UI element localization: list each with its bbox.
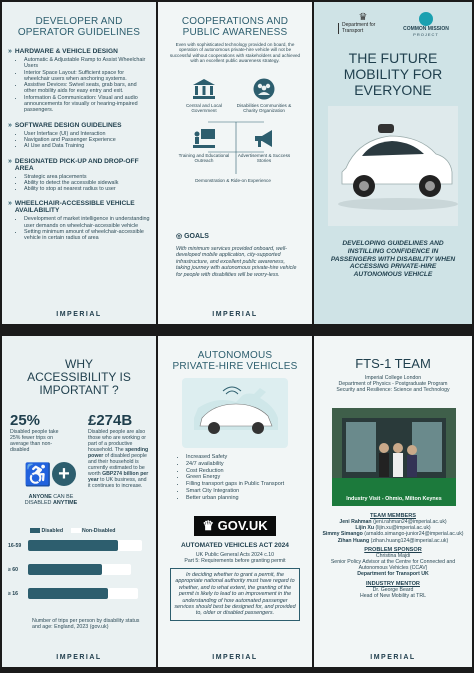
common-mission-logo bbox=[396, 12, 456, 37]
chart-category-label: 16-59 bbox=[8, 543, 22, 549]
legend-disabled: Disabled bbox=[41, 528, 64, 534]
bar-disabled bbox=[28, 564, 102, 575]
benefit-item: • Cost Reduction bbox=[186, 468, 284, 475]
guideline-heading bbox=[8, 158, 150, 172]
accessibility-icons bbox=[24, 462, 78, 490]
guideline-section bbox=[8, 122, 150, 150]
chevron-icon: » bbox=[8, 121, 12, 129]
member-email: (arnaldo.simango-junior24@imperial.ac.uk) bbox=[364, 531, 464, 538]
legend-swatch-non-disabled bbox=[71, 528, 81, 533]
guideline-item: • Navigation and Passenger Experience bbox=[24, 137, 150, 143]
government-building-icon bbox=[192, 78, 216, 100]
guideline-item: • Interior Space Layout: Sufficient space for wheelchair users when anchoring systems. bbox=[24, 70, 150, 83]
affiliation-line3: Security and Resilience: Science and Technology bbox=[336, 387, 450, 394]
goals-heading: GOALS bbox=[184, 233, 209, 240]
guideline-heading-text: DESIGNATED PICK-UP AND DROP-OFF AREA bbox=[14, 157, 139, 172]
legend-non-disabled: Non-Disabled bbox=[81, 528, 116, 534]
why-title-line1: WHY bbox=[65, 357, 93, 371]
benefit-item: • 24/7 availability bbox=[186, 461, 284, 468]
panel5-title-line2: PRIVATE-HIRE VEHICLES bbox=[172, 361, 298, 372]
cover-title-line3: EVERYONE bbox=[354, 82, 432, 98]
member-name: Simmy Simango bbox=[322, 531, 363, 538]
globe-icon bbox=[419, 12, 433, 26]
stat-spending-text: Disabled people are also those who are working or part of a productive household. The spending power of disabled people and their household is currently estimated to be worth GBP274 billion per year to UK business, and it continues to increase. bbox=[88, 429, 149, 489]
chart-legend bbox=[30, 528, 115, 534]
affiliation-line1: Imperial College London bbox=[364, 375, 422, 381]
imperial-footer: IMPERIAL bbox=[56, 654, 102, 661]
guideline-item: • Strategic area placements bbox=[24, 174, 150, 180]
imperial-footer: IMPERIAL bbox=[212, 311, 258, 318]
panel-cover bbox=[314, 2, 472, 324]
panel2-title bbox=[158, 16, 312, 38]
guideline-item: • Ability to detect the accessible sidewalk bbox=[24, 180, 150, 186]
guideline-heading-text: SOFTWARE DESIGN GUIDELINES bbox=[14, 121, 122, 129]
autonomous-car-image bbox=[328, 106, 458, 226]
benefit-item: • Green Energy bbox=[186, 474, 284, 481]
team-photo bbox=[332, 408, 456, 506]
guideline-heading bbox=[8, 122, 150, 129]
photo-caption: Industry Visit - Ohmio, Milton Keynes bbox=[346, 496, 442, 502]
cover-title bbox=[314, 50, 472, 98]
affiliation bbox=[314, 375, 472, 394]
why-title-line3: IMPORTANT ? bbox=[39, 383, 119, 397]
guideline-sections bbox=[2, 48, 156, 242]
panel5-title bbox=[158, 350, 312, 372]
act-quote: In deciding whether to grant a permit, the appropriate national authority must have regard to whether, and to what extent, the granting of the permit is likely to lead to an improvement in the understanding of how automated passenger services should best be designed for, and provided to, older or disabled passengers. bbox=[170, 568, 300, 621]
panel-cooperations bbox=[158, 2, 312, 324]
guideline-item: • Automatic & Adjustable Ramp to Assist Wheelchair Users bbox=[24, 57, 150, 70]
chart-category-label: ≥ 60 bbox=[8, 567, 19, 573]
chevron-icon: » bbox=[8, 157, 12, 165]
medical-cross-icon: + bbox=[52, 462, 76, 486]
member-name: Jeni Rahman bbox=[339, 519, 372, 525]
car-illustration bbox=[182, 378, 288, 448]
stat-trips-text: Disabled people take 25% fewer trips on average than non-disabled bbox=[10, 429, 59, 453]
panel-team bbox=[314, 336, 472, 667]
cover-subtitle: DEVELOPING GUIDELINES AND INSTILLING CONFIDENCE IN PASSENGERS WITH DISABILITY WHEN ACCESSING PRIVATE-HIRE AUTONOMOUS VEHICLE bbox=[330, 240, 456, 279]
goals-text: With minimum services provided onboard, well-developed mobile application, city-supported infrastructure, and excellent public awareness, taking journey with autonomous private-hire vehicle for people with disabilities will be worry-less. bbox=[176, 246, 297, 278]
benefit-item: • Better urban planning bbox=[186, 495, 284, 502]
member-email: (jeni.rahman24@imperial.ac.uk) bbox=[373, 519, 447, 525]
panel-autonomous-vehicles bbox=[158, 336, 312, 667]
anyone-disabled: ANYONE CAN BE DISABLED ANYTIME bbox=[24, 494, 78, 506]
connector-lines bbox=[186, 100, 286, 176]
icon-label-advertisement: Advertisement & Success Stories bbox=[237, 153, 291, 164]
panel1-title-line2: OPERATOR GUIDELINES bbox=[17, 27, 141, 38]
why-title bbox=[2, 358, 156, 397]
panel1-title bbox=[2, 16, 156, 38]
sponsor-name: Christina Majdi bbox=[375, 552, 411, 559]
guideline-section bbox=[8, 158, 150, 193]
guideline-section bbox=[8, 48, 150, 114]
why-title-line2: ACCESSIBILITY IS bbox=[27, 370, 131, 384]
benefits-list bbox=[176, 454, 284, 502]
trips-bar-chart bbox=[8, 536, 148, 614]
mentor-heading: INDUSTRY MENTOR bbox=[366, 580, 420, 587]
guideline-item: • Information & Communication: Visual and audio announcements for visually or hearing-impaired passengers. bbox=[24, 95, 150, 114]
chart-category-label: ≥ 16 bbox=[8, 591, 19, 597]
mentor-role: Head of New Mobility at TRL bbox=[360, 592, 426, 599]
cover-title-line1: THE FUTURE bbox=[348, 50, 438, 66]
guideline-section bbox=[8, 200, 150, 241]
goals-heading-row bbox=[176, 232, 209, 240]
common-mission-sub: PROJECT bbox=[413, 32, 439, 37]
imperial-footer: IMPERIAL bbox=[370, 654, 416, 661]
icon-label-government: Central and Local Government bbox=[185, 103, 222, 114]
benefit-item: • Filling transport gaps in Public Transport bbox=[186, 481, 284, 488]
legend-swatch-disabled bbox=[30, 528, 40, 533]
guideline-heading-text: HARDWARE & VEHICLE DESIGN bbox=[14, 48, 118, 55]
cooperation-intro: Even with sophisticated technology provided on board, the operation of autonomous private-hire vehicle will not be successful without cooperations with stakeholders and achieved with an excellent public awareness strategy. bbox=[169, 42, 301, 63]
guideline-item: • AI Use and Data Training bbox=[24, 143, 150, 149]
member-email: (zihan.huang124@imperial.ac.uk) bbox=[370, 537, 449, 544]
panel-developer-guidelines bbox=[2, 2, 156, 324]
bar-disabled bbox=[28, 540, 118, 551]
guideline-item: • Setting minimum amount of wheelchair-accessible vehicle in certain radius of area bbox=[24, 229, 150, 242]
icon-label-demonstration: Demonstration & Ride-on Experience bbox=[195, 178, 271, 183]
guideline-heading bbox=[8, 48, 150, 55]
guideline-item: • Development of market intelligence in understanding user demands on wheelchair-accessible vehicle bbox=[24, 216, 150, 229]
affiliation-line2: Department of Physics - Postgraduate Program bbox=[338, 381, 448, 388]
common-mission-text: COMMON MISSION bbox=[403, 26, 449, 32]
team-member bbox=[318, 538, 468, 544]
icon-label-training: Training and Educational Outreach bbox=[178, 153, 230, 164]
sponsor-role: Senior Policy Advisor at the Centre for Connected and Autonomous Vehicles (CCAV) bbox=[330, 559, 456, 572]
guideline-item: • Assistive Devices: Swivel seats, grab bars, and other mobility aids for easy entry and exit. bbox=[24, 82, 150, 95]
guideline-item: • Ability to stop at nearest radius to user bbox=[24, 186, 150, 192]
team-credits bbox=[318, 510, 468, 599]
chart-caption: Number of trips per person by disability status and age: England, 2023 (gov.uk) bbox=[32, 618, 140, 630]
sponsor-org: Department for Transport UK bbox=[357, 571, 429, 578]
sponsor-heading: PROBLEM SPONSOR bbox=[364, 546, 422, 553]
benefit-item: • Smart City Integration bbox=[186, 488, 284, 495]
crest-icon: ♛ bbox=[358, 12, 368, 23]
panel5-title-line1: AUTONOMOUS bbox=[197, 350, 273, 361]
member-email: (lijin.xu@imperial.ac.uk) bbox=[375, 525, 431, 532]
member-name: Lijin Xu bbox=[355, 525, 375, 532]
member-name: Zihan Huang bbox=[337, 537, 370, 544]
benefit-item: • Increased Safety bbox=[186, 454, 284, 461]
stat-trips bbox=[10, 412, 70, 453]
guideline-item: • User Interface (UI) and Interaction bbox=[24, 131, 150, 137]
icon-label-communities: Disabilities Communities & Charity Organization bbox=[236, 103, 292, 114]
act-title: AUTOMATED VEHICLES ACT 2024 bbox=[181, 542, 289, 549]
community-people-icon bbox=[252, 78, 276, 100]
guideline-heading-text: WHEELCHAIR-ACCESSIBLE VEHICLE AVAILABILITY bbox=[14, 200, 135, 215]
chevron-icon: » bbox=[8, 200, 12, 208]
panel2-title-line1: COOPERATIONS AND bbox=[181, 16, 289, 27]
guideline-heading bbox=[8, 200, 150, 214]
dft-logo bbox=[338, 12, 388, 34]
imperial-footer: IMPERIAL bbox=[56, 311, 102, 318]
members-heading: TEAM MEMBERS bbox=[370, 513, 416, 519]
panel1-title-line1: DEVELOPER AND bbox=[35, 16, 123, 27]
panel2-title-line2: PUBLIC AWARENESS bbox=[182, 27, 288, 38]
stat-spending-value: £274B bbox=[88, 412, 133, 429]
members-list bbox=[318, 519, 468, 544]
stat-trips-value: 25% bbox=[10, 412, 41, 429]
govuk-text: GOV.UK bbox=[217, 518, 268, 533]
stat-spending bbox=[88, 412, 150, 489]
act-line2: Part 5: Requirements before granting permit bbox=[184, 558, 286, 564]
cover-title-line2: MOBILITY FOR bbox=[343, 66, 443, 82]
crown-icon: ♛ bbox=[202, 518, 214, 533]
imperial-footer: IMPERIAL bbox=[212, 654, 258, 661]
act-line1: UK Public General Acts 2024 c.10 bbox=[195, 552, 275, 558]
govuk-logo bbox=[194, 516, 276, 536]
goals-icon: ◎ bbox=[176, 233, 183, 240]
panel-why-accessibility bbox=[2, 336, 156, 667]
team-title: FTS-1 TEAM bbox=[355, 356, 431, 371]
dft-logo-text: Department for Transport bbox=[338, 23, 388, 34]
chevron-icon: » bbox=[8, 48, 12, 55]
wheelchair-icon: ♿ bbox=[24, 462, 52, 487]
mentor-name: Dr. George Beard bbox=[372, 586, 414, 593]
bar-disabled bbox=[28, 588, 108, 599]
